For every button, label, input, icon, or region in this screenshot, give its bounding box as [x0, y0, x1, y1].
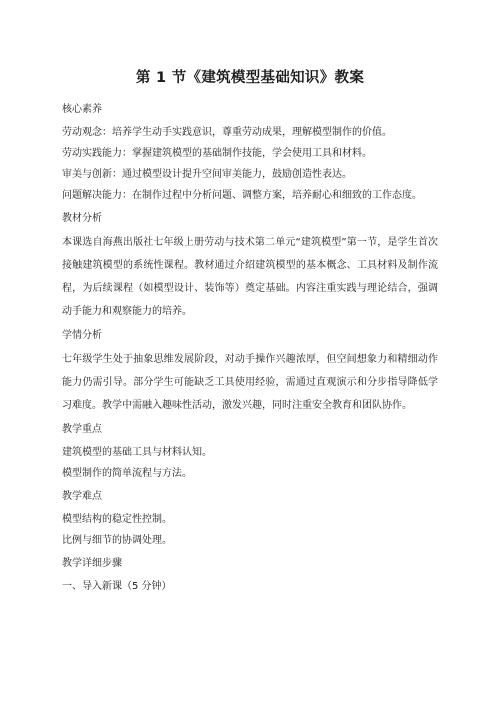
difficult-point-item: 模型结构的稳定性控制。 — [62, 514, 172, 525]
core-literacy-item: 劳动观念：培养学生动手实践意识，尊重劳动成果，理解模型制作的价值。 — [62, 127, 392, 138]
core-literacy-item: 审美与创新：通过模型设计提升空间审美能力，鼓励创造性表达。 — [62, 169, 352, 180]
core-literacy-item: 问题解决能力：在制作过程中分析问题、调整方案，培养耐心和细致的工作态度。 — [62, 190, 422, 201]
key-point-item: 建筑模型的基础工具与材料认知。 — [62, 447, 212, 458]
difficult-point-item: 比例与细节的协调处理。 — [62, 535, 172, 546]
section-heading-key-points: 教学重点 — [62, 424, 102, 435]
section-heading-student-analysis: 学情分析 — [62, 330, 102, 341]
step-heading-first: 一、导入新课（5 分钟） — [62, 581, 172, 592]
key-point-item: 模型制作的简单流程与方法。 — [62, 468, 192, 479]
section-heading-core-literacy: 核心素养 — [62, 104, 102, 115]
section-heading-steps: 教学详细步骤 — [62, 558, 122, 569]
student-analysis-paragraph: 七年级学生处于抽象思维发展阶段，对动手操作兴趣浓厚，但空间想象力和精细动作能力仍需引导。部分学生可能缺乏工具使用经验，需通过直观演示和分步指导降低学习难度。教学中需融入趣味性活动，激发兴趣，同时注重安全教育和团队协作。 — [62, 354, 438, 411]
section-heading-textbook-analysis: 教材分析 — [62, 213, 102, 224]
page-title: 第 1 节《建筑模型基础知识》教案 — [135, 70, 365, 86]
section-heading-difficult-points: 教学难点 — [62, 491, 102, 502]
textbook-analysis-paragraph: 本课选自海燕出版社七年级上册劳动与技术第二单元“建筑模型”第一节，是学生首次接触建筑模型的系统性课程。教材通过介绍建筑模型的基本概念、工具材料及制作流程，为后续课程（如模型设计、装饰等）奠定基础。内容注重实践与理论结合，强调动手能力和观察能力的培养。 — [62, 237, 438, 317]
core-literacy-item: 劳动实践能力：掌握建筑模型的基础制作技能，学会使用工具和材料。 — [62, 148, 372, 159]
